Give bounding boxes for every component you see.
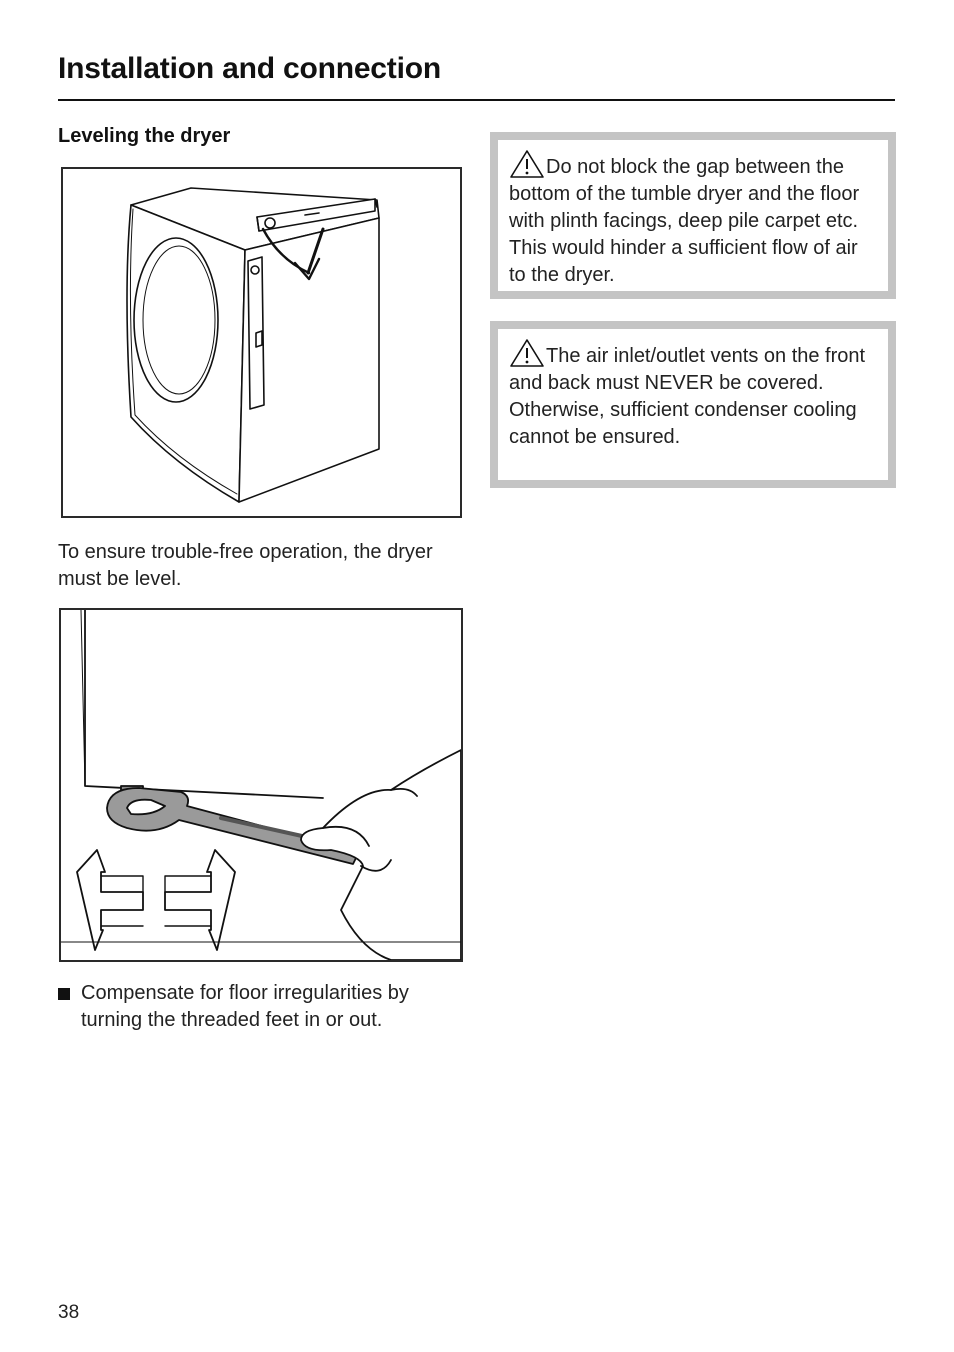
step-item	[58, 980, 468, 1034]
warning-triangle-icon	[509, 338, 545, 368]
warning-box-vents	[490, 321, 896, 488]
section-heading: Leveling the dryer	[58, 125, 231, 147]
title-rule	[58, 99, 895, 101]
dryer-level-drawing	[63, 169, 460, 516]
dryer-level-illustration	[61, 167, 462, 518]
intro-text: To ensure trouble-free operation, the dryer must be level.	[58, 541, 433, 590]
step-text: Compensate for floor irregularities by turning the threaded feet in or out.	[81, 982, 409, 1031]
warning-box-airflow-gap	[490, 132, 896, 299]
threaded-foot-illustration	[59, 608, 463, 962]
page-title: Installation and connection	[58, 52, 441, 85]
warning-text: Do not block the gap between the bottom of the tumble dryer and the floor with plinth facings, deep pile carpet etc. This would hinder a sufficient flow of air to the dryer.	[509, 156, 860, 286]
page-number: 38	[58, 1302, 80, 1323]
square-bullet-icon	[58, 988, 70, 1000]
wrench-foot-drawing	[61, 610, 461, 960]
warning-text: The air inlet/outlet vents on the front and back must NEVER be covered. Otherwise, sufficient condenser cooling cannot be ensured.	[509, 345, 866, 448]
warning-triangle-icon	[509, 149, 545, 179]
